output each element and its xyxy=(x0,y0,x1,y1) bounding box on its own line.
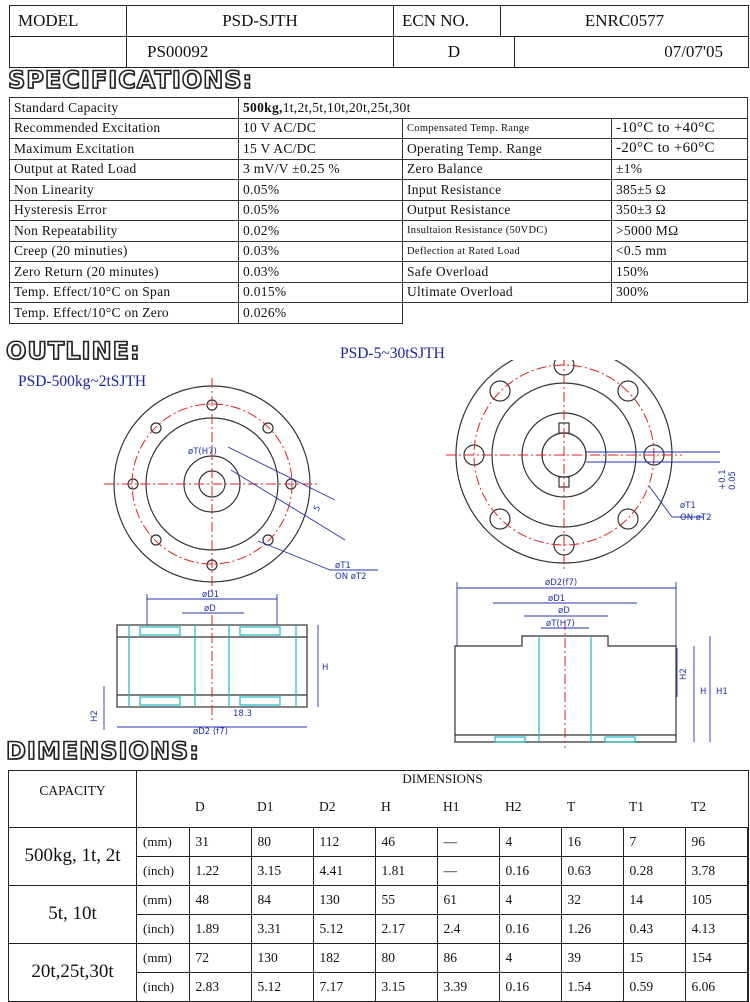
d2f7-label: øD2(f7) xyxy=(545,578,578,588)
dim-cell: 3.78 xyxy=(685,856,747,885)
dim-cell: 0.59 xyxy=(623,972,685,1001)
outline-drawings xyxy=(0,360,750,770)
spec-value: <0.5 mm xyxy=(612,241,748,262)
dim-cell: 6.06 xyxy=(685,972,747,1001)
spec-value: -20°C to +60°C xyxy=(612,139,748,160)
t-h7-label: øT(H7) xyxy=(188,447,217,457)
model-label: MODEL xyxy=(10,6,127,37)
t-h7-label-right: øT(H7) xyxy=(546,619,575,629)
col-header: D xyxy=(195,798,205,814)
dim-cell: 130 xyxy=(313,885,375,914)
spec-label: Zero Return (20 minutes) xyxy=(10,262,239,283)
dim-cell: 80 xyxy=(375,943,437,972)
spec-label: Temp. Effect/10°C on Span xyxy=(10,282,239,303)
spec-label: Output at Rated Load xyxy=(10,159,239,180)
dim-cell: 154 xyxy=(685,943,747,972)
revision: D xyxy=(394,37,515,68)
spec-label: Zero Balance xyxy=(403,159,612,180)
dim-cell: 1.22 xyxy=(189,856,251,885)
dim-cell: 4.41 xyxy=(313,856,375,885)
dim-cell: 1.89 xyxy=(189,914,251,943)
spec-value: >5000 MΩ xyxy=(612,221,748,242)
dim-cell: 4 xyxy=(499,943,561,972)
col-header: D2 xyxy=(319,798,336,814)
dim-5-label: 5 xyxy=(311,503,324,514)
spec-value: 0.026% xyxy=(239,303,403,324)
h1-label-right: H1 xyxy=(716,687,728,697)
spec-label: Operating Temp. Range xyxy=(403,139,612,160)
unit-inch: (inch) xyxy=(137,972,190,1001)
dim-cell: 2.83 xyxy=(189,972,251,1001)
tol-bot-label: 0.05 xyxy=(728,471,738,490)
capacity-header: CAPACITY xyxy=(9,771,137,828)
spec-label: Output Resistance xyxy=(403,200,612,221)
spec-value: 15 V AC/DC xyxy=(239,139,403,160)
d1-label-right: øD1 xyxy=(548,594,566,604)
dim-cell: 48 xyxy=(189,885,251,914)
dim-cell: 86 xyxy=(437,943,499,972)
spec-value: 385±5 Ω xyxy=(612,180,748,201)
dim-cell: 5.12 xyxy=(313,914,375,943)
h2-label-left: H2 xyxy=(90,710,100,722)
spec-label: Hysteresis Error xyxy=(10,200,239,221)
spec-value: 150% xyxy=(612,262,748,283)
ecn-label: ECN NO. xyxy=(394,6,501,37)
spec-label: Insultaion Resistance (50VDC) xyxy=(403,221,612,242)
capacity-cell: 5t, 10t xyxy=(9,885,137,943)
specifications-table xyxy=(9,97,748,324)
dim-cell: 1.54 xyxy=(561,972,623,1001)
dim-cell: 0.63 xyxy=(561,856,623,885)
dim-cell: 0.16 xyxy=(499,856,561,885)
spec-value: 0.05% xyxy=(239,180,403,201)
dim-cell: 3.31 xyxy=(251,914,313,943)
h-label-left: H xyxy=(322,663,329,673)
dim-cell: 2.17 xyxy=(375,914,437,943)
d-label-right: øD xyxy=(558,606,570,616)
spec-label: Creep (20 minuties) xyxy=(10,241,239,262)
spec-value: 10 V AC/DC xyxy=(239,118,403,139)
outline-heading: OUTLINE: xyxy=(6,337,141,365)
dim-cell: — xyxy=(437,827,499,856)
dim-cell: 16 xyxy=(561,827,623,856)
unit-mm: (mm) xyxy=(137,943,190,972)
spec-label: Compensated Temp. Range xyxy=(403,118,612,139)
spec-label: Safe Overload xyxy=(403,262,612,283)
dim-cell: 14 xyxy=(623,885,685,914)
dim-cell: 3.15 xyxy=(375,972,437,1001)
spec-label: Non Repeatability xyxy=(10,221,239,242)
dim-cell: 4 xyxy=(499,885,561,914)
col-header: H2 xyxy=(505,798,522,814)
capacity-cell: 500kg, 1t, 2t xyxy=(9,827,137,885)
capacity-cell: 20t,25t,30t xyxy=(9,943,137,1001)
dim-cell: 105 xyxy=(685,885,747,914)
dim-cell: 0.43 xyxy=(623,914,685,943)
unit-inch: (inch) xyxy=(137,856,190,885)
dim-cell: 2.4 xyxy=(437,914,499,943)
dim-cell: 46 xyxy=(375,827,437,856)
dim-cell: 96 xyxy=(685,827,747,856)
spec-value: 350±3 Ω xyxy=(612,200,748,221)
col-header: H xyxy=(381,798,391,814)
col-header: H1 xyxy=(443,798,460,814)
dim-cell: 1.81 xyxy=(375,856,437,885)
date: 07/07'05 xyxy=(515,37,749,68)
spec-value: 0.015% xyxy=(239,282,403,303)
dim-cell: 112 xyxy=(313,827,375,856)
dim-cell: 3.39 xyxy=(437,972,499,1001)
dim-cell: 39 xyxy=(561,943,623,972)
dim-cell: 72 xyxy=(189,943,251,972)
t1-label-right: øT1 xyxy=(680,501,696,511)
dim-cell: 32 xyxy=(561,885,623,914)
dim-cell: 1.26 xyxy=(561,914,623,943)
spec-label: Standard Capacity xyxy=(10,98,239,119)
dimensions-table xyxy=(8,770,749,1002)
unit-inch: (inch) xyxy=(137,914,190,943)
unit-mm: (mm) xyxy=(137,885,190,914)
spec-value: 0.03% xyxy=(239,262,403,283)
right-model-label: PSD-5~30tSJTH xyxy=(340,345,445,362)
dim-cell: — xyxy=(437,856,499,885)
spec-label: Deflection at Rated Load xyxy=(403,241,612,262)
on-t2-label: ON øT2 xyxy=(335,572,367,582)
dim-cell: 31 xyxy=(189,827,251,856)
spec-label: Temp. Effect/10°C on Zero xyxy=(10,303,239,324)
col-header: D1 xyxy=(257,798,274,814)
unit-mm: (mm) xyxy=(137,827,190,856)
dim-cell: 55 xyxy=(375,885,437,914)
dim-cell: 5.12 xyxy=(251,972,313,1001)
dim-cell: 4.13 xyxy=(685,914,747,943)
dim-cell: 0.16 xyxy=(499,972,561,1001)
dim-cell: 7.17 xyxy=(313,972,375,1001)
spec-label: Ultimate Overload xyxy=(403,282,612,303)
h2-label-right: H2 xyxy=(679,668,689,680)
h-label-right: H xyxy=(700,687,707,697)
t1-label: øT1 xyxy=(335,561,351,571)
spec-label: Recommended Excitation xyxy=(10,118,239,139)
spec-value: 300% xyxy=(612,282,748,303)
part-number: PS00092 xyxy=(127,37,394,68)
spec-value: 500kg,1t,2t,5t,10t,20t,25t,30t xyxy=(239,98,748,119)
dimensions-header: DIMENSIONS xyxy=(137,771,749,788)
title-block xyxy=(9,5,749,68)
col-header: T xyxy=(567,798,576,814)
specifications-heading: SPECIFICATIONS: xyxy=(8,66,254,94)
dim-cell: 80 xyxy=(251,827,313,856)
dim-18-label: 18.3 xyxy=(233,709,252,719)
spec-value: -10°C to +40°C xyxy=(612,118,748,139)
left-model-label: PSD-500kg~2tSJTH xyxy=(18,373,147,390)
dim-cell: 182 xyxy=(313,943,375,972)
col-header: T1 xyxy=(629,798,644,814)
col-header: T2 xyxy=(691,798,706,814)
ecn-value: ENRC0577 xyxy=(501,6,749,37)
dimensions-heading: DIMENSIONS: xyxy=(6,737,200,765)
spec-value: ±1% xyxy=(612,159,748,180)
dim-cell: 15 xyxy=(623,943,685,972)
d-label: øD xyxy=(204,604,216,614)
spec-value: 0.02% xyxy=(239,221,403,242)
d1-label: øD1 xyxy=(202,590,220,600)
spec-label: Input Resistance xyxy=(403,180,612,201)
spec-label: Non Linearity xyxy=(10,180,239,201)
dim-cell: 84 xyxy=(251,885,313,914)
dim-cell: 4 xyxy=(499,827,561,856)
d2-label: øD2 (f7) xyxy=(193,727,228,737)
spec-value: 3 mV/V ±0.25 % xyxy=(239,159,403,180)
tol-top-label: +0.1 xyxy=(718,469,728,490)
dim-cell: 0.16 xyxy=(499,914,561,943)
on-t2-label-right: ON øT2 xyxy=(680,513,712,523)
dim-cell: 130 xyxy=(251,943,313,972)
dim-cell: 7 xyxy=(623,827,685,856)
dim-cell: 3.15 xyxy=(251,856,313,885)
dim-cell: 61 xyxy=(437,885,499,914)
spec-value: 0.03% xyxy=(239,241,403,262)
dim-cell: 0.28 xyxy=(623,856,685,885)
spec-label: Maximum Excitation xyxy=(10,139,239,160)
spec-value: 0.05% xyxy=(239,200,403,221)
model-value: PSD-SJTH xyxy=(127,6,394,37)
